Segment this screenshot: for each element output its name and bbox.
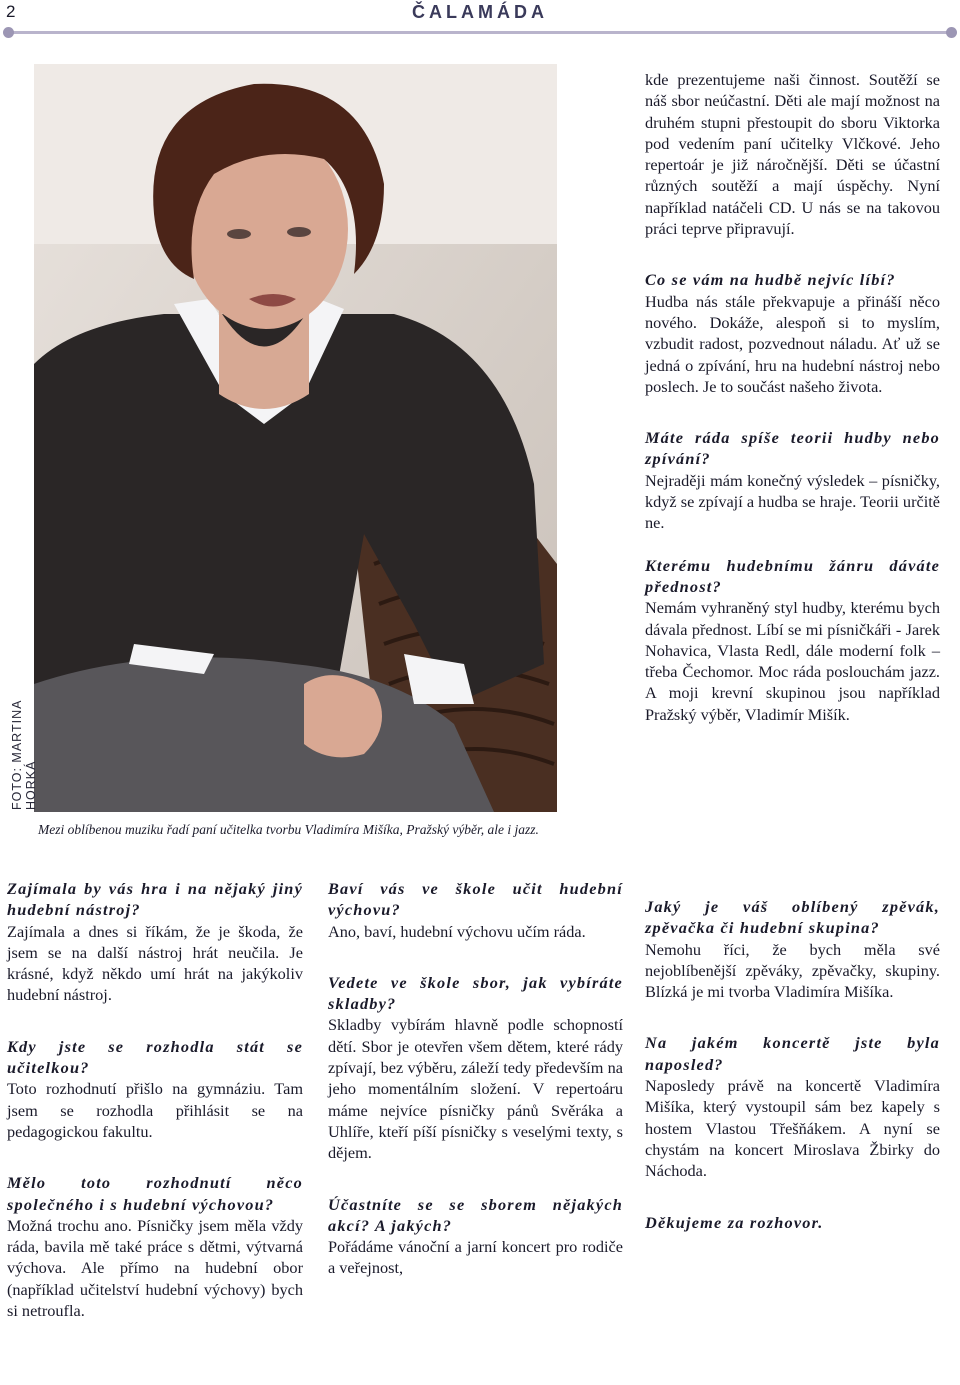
portrait-photo bbox=[34, 64, 557, 812]
answer-paragraph: Ano, baví, hudební výchovu učím ráda. bbox=[328, 921, 586, 941]
photo-caption: Mezi oblíbenou muziku řadí paní učitelka tvorbu Vladimíra Mišíka, Pražský výběr, ale i jazz. bbox=[38, 822, 539, 837]
answer-paragraph: Hudba nás stále překvapuje a přináší něco nového. Dokáže, alespoň si to myslím, vzbudit radost, pozvednout náladu. Ať už se jedná o zpívání, hru na hudební nástroj nebo poslech. Je to součást našeho života. bbox=[645, 291, 940, 396]
header-rule-dot-left bbox=[3, 27, 14, 38]
answer-paragraph: Nejraději mám konečný výsledek – písničky, když se zpívají a hudba se hraje. Teorii určitě ne. bbox=[645, 470, 940, 533]
closing-line: Děkujeme za rozhovor. bbox=[645, 1212, 824, 1232]
masthead-title: ČALAMÁDA bbox=[412, 2, 548, 22]
intro-paragraph: kde prezentujeme naši činnost. Soutěží se náš sbor neúčastní. Děti ale mají možnost na druhém stupni přestoupit do sboru Viktorka pod vedením paní učitelky Vlčkové. Jeho repertoár je již náročnější. Děti se účastní různých soutěží a mají úspěchy. Nyní například natáčeli CD. U nás se na takovou práci teprve připravují. bbox=[645, 70, 940, 239]
question-heading: Zajímala by vás hra i na nějaký jiný hudební nástroj? bbox=[7, 879, 303, 920]
question-heading: Kdy jste se rozhodla stát se učitelkou? bbox=[7, 1036, 303, 1078]
question-heading: Jaký je váš oblíbený zpěvák, zpěvačka či hudební skupina? bbox=[645, 897, 940, 938]
answer-paragraph: Nemám vyhraněný styl hudby, kterému bych dávala přednost. Líbí se mi písničkáři - Jarek Nohavica, Vlasta Redl, dále moderní folk – třeba Čechomor. Moc ráda poslouchám jazz. A moji krevní skupinou jsou například Pražský výběr, Vladimír Mišík. bbox=[645, 598, 940, 724]
answer-paragraph: Zajímala a dnes si říkám, že je škoda, že jsem se na další nástroj hrát neučila. Je krásné, když někdo umí hrát na jakýkoliv hudební nástroj. bbox=[7, 921, 303, 1005]
header-rule bbox=[8, 31, 952, 34]
page-number: 2 bbox=[6, 2, 16, 21]
answer-paragraph: Toto rozhodnutí přišlo na gymnáziu. Tam jsem se rozhodla přihlásit se na pedagogickou fakultu. bbox=[7, 1079, 303, 1141]
question-heading: Na jakém koncertě jste byla naposled? bbox=[645, 1033, 940, 1074]
header-rule-dot-right bbox=[946, 27, 957, 38]
answer-paragraph: Nemohu říci, že bych měla své nejoblíbenější zpěváky, zpěvačky, skupiny. Blízká je mi tvorba Vladimíra Mišíka. bbox=[645, 939, 940, 1002]
question-heading: Baví vás ve škole učit hudební výchovu? bbox=[328, 879, 623, 920]
answer-paragraph: Pořádáme vánoční a jarní koncert pro rodiče a veřejnost, bbox=[328, 1237, 623, 1278]
photo-credit: FOTO: MARTINA HORKÁ bbox=[10, 700, 38, 810]
question-heading: Máte ráda spíše teorii hudby nebo zpívání? bbox=[645, 428, 940, 469]
question-heading: Vedete ve škole sbor, jak vybíráte skladby? bbox=[328, 972, 623, 1014]
question-heading: Kterému hudebnímu žánru dáváte přednost? bbox=[645, 555, 940, 596]
question-heading: Co se vám na hudbě nejvíc líbí? bbox=[645, 270, 896, 290]
column-left bbox=[7, 878, 303, 1321]
column-middle bbox=[328, 878, 623, 1279]
answer-paragraph: Možná trochu ano. Písničky jsem měla vždy ráda, bavila mě také práce s dětmi, výtvarná výchova. Ale přímo na hudební obor (například učitelství hudební výchovy) bych si netroufla. bbox=[7, 1215, 303, 1321]
column-right-top bbox=[645, 69, 940, 725]
question-heading: Mělo toto rozhodnutí něco společného i s hudební výchovou? bbox=[7, 1173, 303, 1214]
answer-paragraph: Naposledy právě na koncertě Vladimíra Mišíka, který vystoupil sám bez kapely s hostem Vlastou Třešňákem. A nyní se chystám na koncert Miroslava Žbirky do Náchoda. bbox=[645, 1076, 940, 1181]
column-right-bottom bbox=[645, 896, 940, 1233]
question-heading: Účastníte se se sborem nějakých akcí? A jakých? bbox=[328, 1194, 623, 1235]
answer-paragraph: Skladby vybírám hlavně podle schopností dětí. Sbor je otevřen všem dětem, které rády zpívají, bez výběru, záleží tedy především na jeho momentálním složení. V repertoáru máme nejvíce písničky pánů Svěráka a Uhlíře, kteří píší písničky s veselými texty, s dějem. bbox=[328, 1015, 623, 1163]
